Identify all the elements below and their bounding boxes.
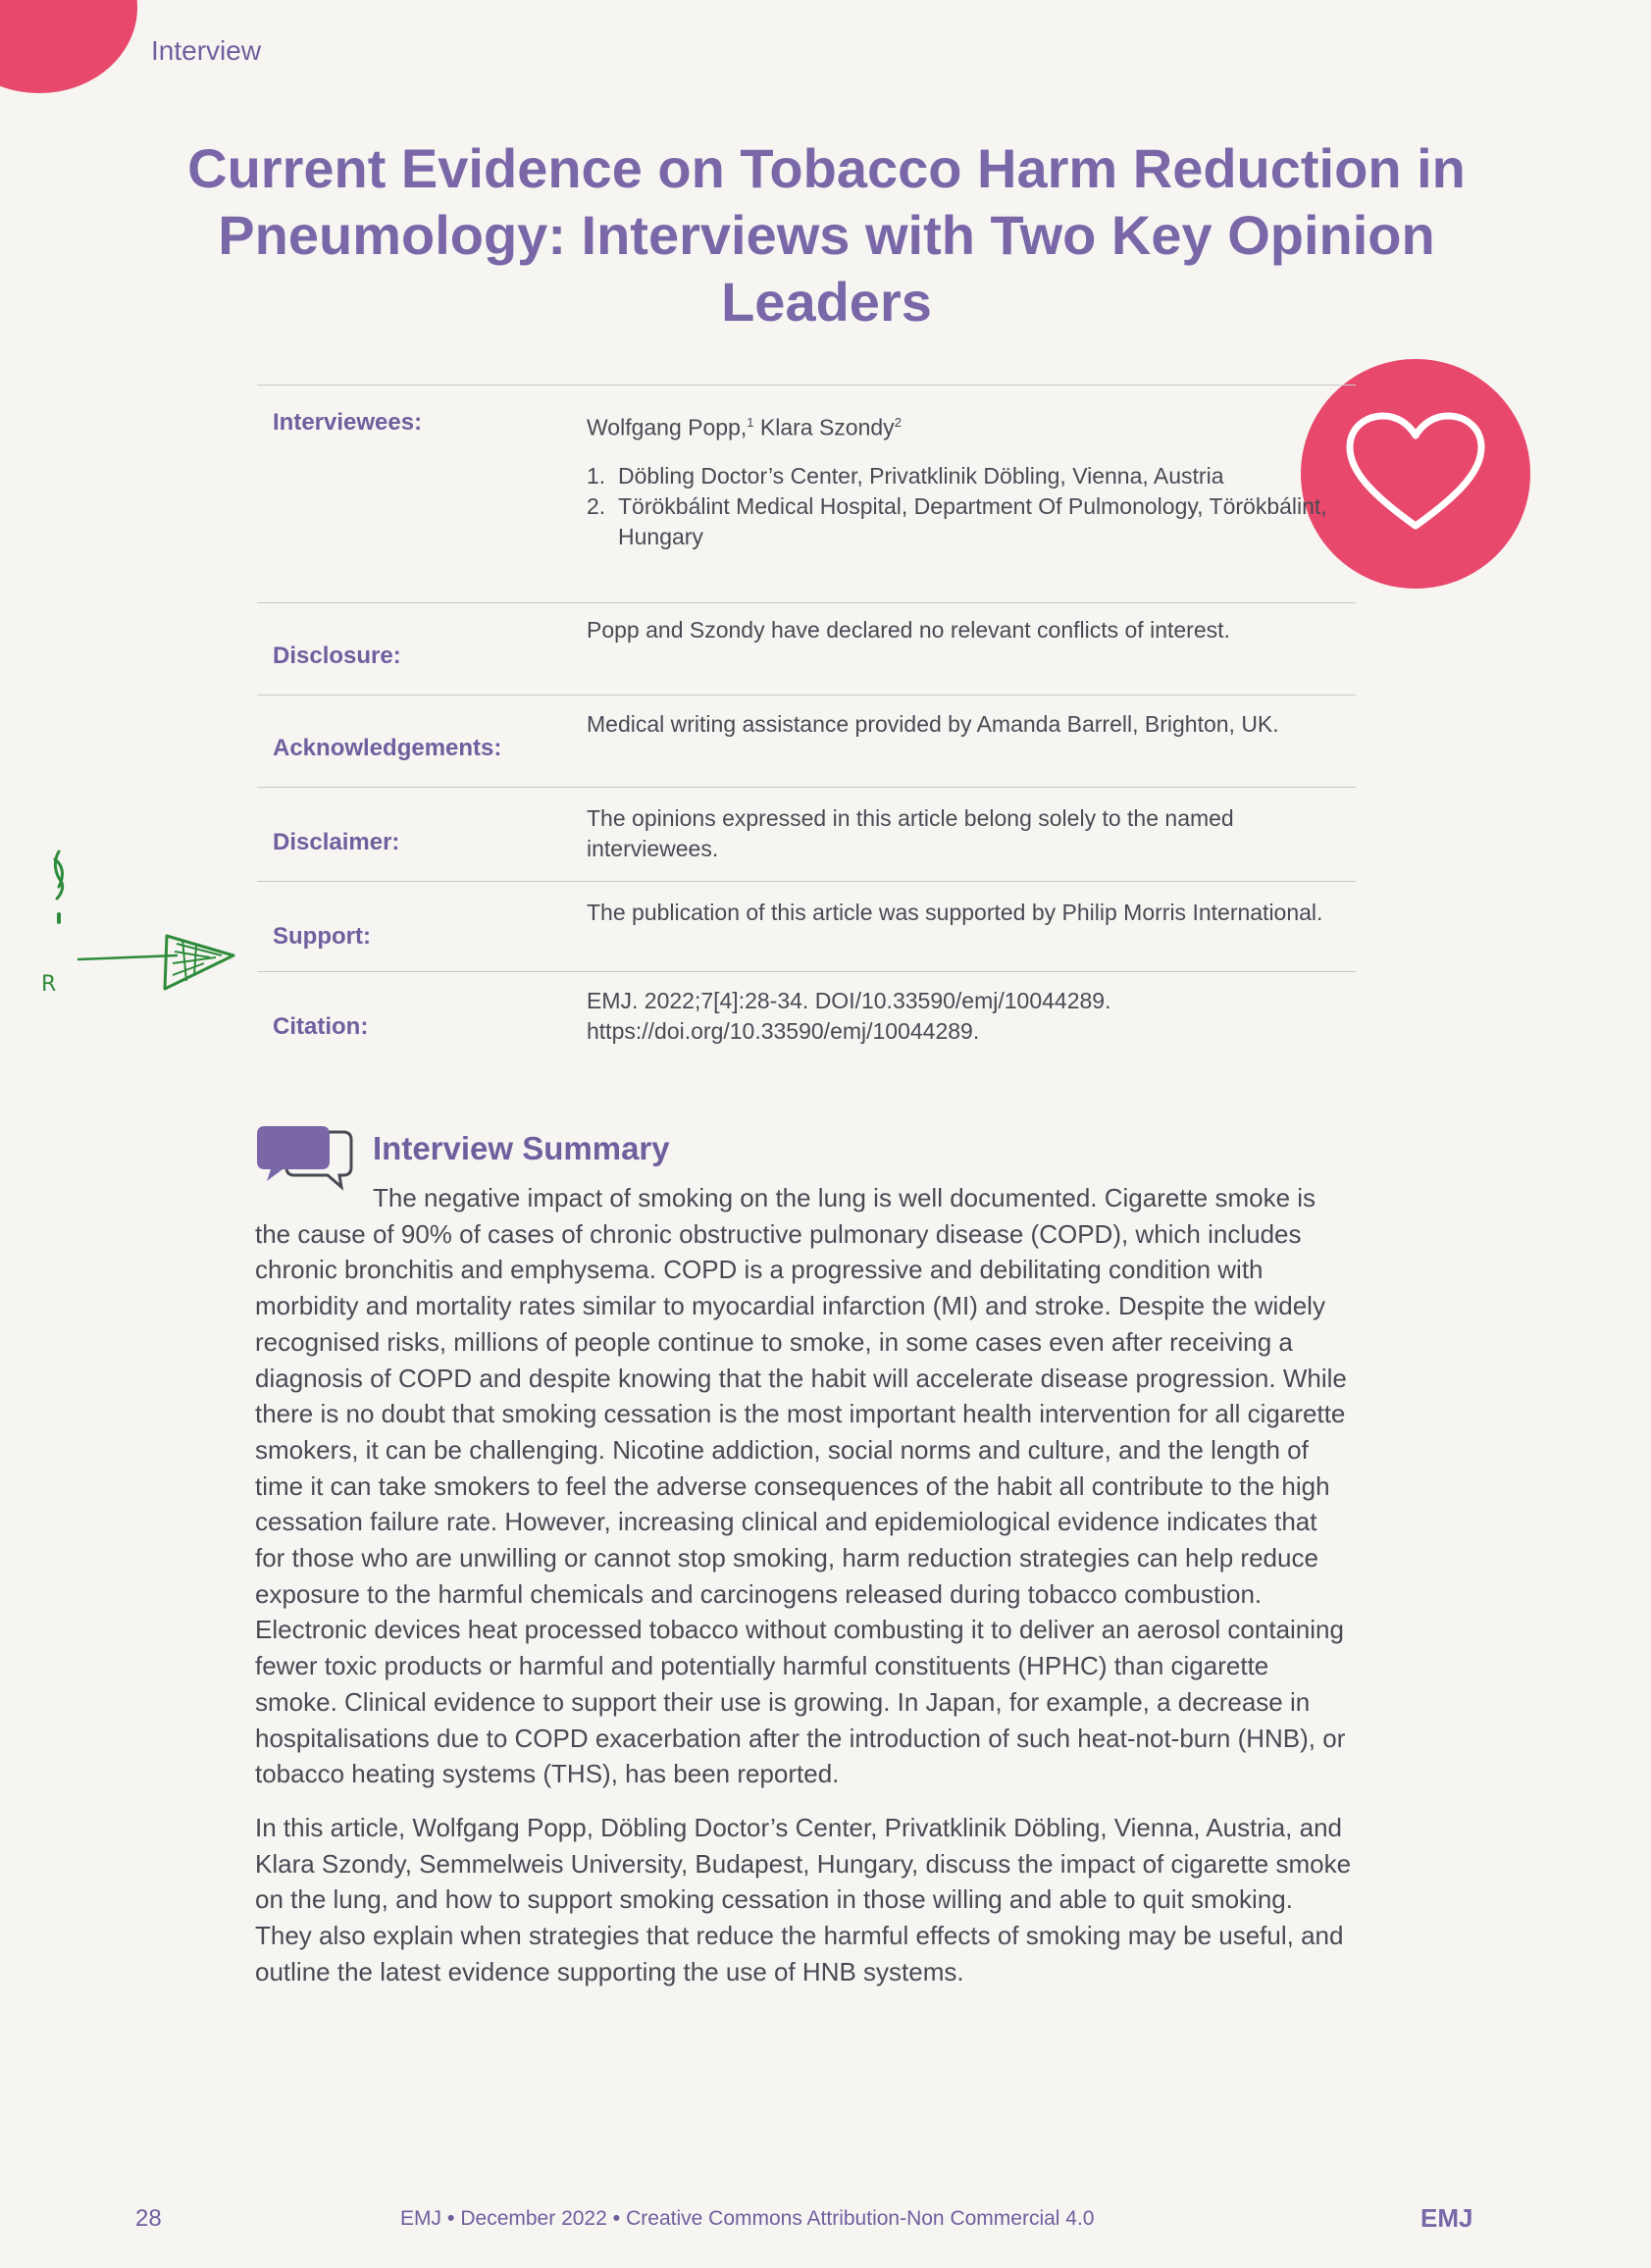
interviewees-label: Interviewees: bbox=[273, 409, 423, 436]
affiliation-number: 1. bbox=[587, 462, 606, 489]
corner-decoration bbox=[0, 0, 137, 93]
affiliation-item bbox=[587, 491, 1332, 552]
disclaimer-label: Disclaimer: bbox=[273, 829, 400, 855]
interviewees-value bbox=[587, 407, 1332, 552]
handwritten-arrow-mark bbox=[29, 842, 245, 999]
disclaimer-value: The opinions expressed in this article belong solely to the named interviewees. bbox=[587, 805, 1234, 861]
meta-row-disclosure bbox=[257, 602, 1356, 696]
affiliation-sup-1: 1 bbox=[747, 415, 754, 430]
section-label: Interview bbox=[151, 35, 262, 66]
article-title: Current Evidence on Tobacco Harm Reduction in Pneumology: Interviews with Two Key Opinion Leaders bbox=[187, 137, 1466, 333]
summary-paragraph-2: In this article, Wolfgang Popp, Döbling Doctor’s Center, Privatklinik Döbling, Vienna, Austria, and Klara Szondy, Semmelweis University, Budapest, Hungary, discuss the impact of cigarette smoke on the lung, and how to support smoking cessation in those willing and able to quit smoking. They also explain when strategies that reduce the harmful effects of smoking may be useful, and outline the latest evidence supporting the use of HNB systems. bbox=[255, 1812, 1352, 1986]
acknowledgements-value: Medical writing assistance provided by Amanda Barrell, Brighton, UK. bbox=[587, 711, 1279, 737]
footer-license: Creative Commons Attribution-Non Commercial 4.0 bbox=[626, 2207, 1095, 2230]
affiliation-text: Döbling Doctor’s Center, Privatklinik Döbling, Vienna, Austria bbox=[618, 462, 1224, 489]
summary-paragraph-1: The negative impact of smoking on the lung is well documented. Cigarette smoke is the cause of 90% of cases of chronic obstructive pulmonary disease (COPD), which includes chronic bronchitis and emphysema. COPD is a progressive and debilitating condition with morbidity and mortality rates similar to myocardial infarction (MI) and stroke. Despite the widely recognised risks, millions of people continue to smoke, in some cases even after receiving a diagnosis of COPD and despite knowing that the habit will accelerate disease progression. While there is no doubt that smoking cessation is the most important health intervention for all cigarette smokers, it can be challenging. Nicotine addiction, social norms and culture, and the length of time it can take smokers to feel the adverse consequences of the habit all contribute to the high cessation failure rate. However, increasing clinical and epidemiological evidence indicates that for those who are unwilling or cannot stop smoking, harm reduction strategies can help reduce exposure to the harmful chemicals and carcinogens released during tobacco combustion. Electronic devices heat processed tobacco without combusting it to deliver an aerosol containing fewer toxic products or harmful and potentially harmful constituents (HPHC) than cigarette smoke. Clinical evidence to support their use is growing. In Japan, for example, a decrease in hospitalisations due to COPD exacerbation after the introduction of such heat-not-burn (HNB), or tobacco heating systems (THS), has been reported. bbox=[255, 1183, 1347, 1789]
meta-row-citation bbox=[257, 971, 1356, 1066]
summary-body bbox=[255, 1180, 1354, 1989]
interviewee-names: Wolfgang Popp, bbox=[587, 414, 748, 440]
disclosure-value: Popp and Szondy have declared no relevant conflicts of interest. bbox=[587, 617, 1230, 643]
footer-info: EMJ • December 2022 • Creative Commons Attribution-Non Commercial 4.0 bbox=[400, 2207, 1095, 2230]
support-label: Support: bbox=[273, 923, 371, 950]
citation-value: EMJ. 2022;7[4]:28-34. DOI/10.33590/emj/10044289. https://doi.org/10.33590/emj/10044289. bbox=[587, 988, 1111, 1044]
affiliation-number: 2. bbox=[587, 492, 606, 519]
citation-label: Citation: bbox=[273, 1013, 369, 1040]
affiliation-text: Törökbálint Medical Hospital, Department Of Pulmonology, Törökbálint, Hungary bbox=[618, 492, 1327, 549]
meta-row-support bbox=[257, 881, 1356, 972]
support-value: The publication of this article was supported by Philip Morris International. bbox=[587, 900, 1323, 925]
meta-row-interviewees bbox=[257, 385, 1356, 603]
interviewee-names-2: Klara Szondy bbox=[753, 414, 895, 440]
meta-row-disclaimer bbox=[257, 787, 1356, 882]
affiliation-sup-2: 2 bbox=[894, 415, 902, 430]
footer-journal: EMJ bbox=[400, 2207, 441, 2230]
summary-heading: Interview Summary bbox=[373, 1130, 670, 1166]
footer-date: December 2022 bbox=[460, 2207, 607, 2230]
affiliation-item bbox=[587, 461, 1332, 491]
page-number: 28 bbox=[135, 2205, 162, 2232]
heart-icon bbox=[1342, 410, 1489, 538]
handwritten-letter: R bbox=[41, 972, 57, 997]
acknowledgements-label: Acknowledgements: bbox=[273, 735, 502, 761]
affiliation-list bbox=[587, 461, 1332, 552]
journal-logo: EMJ bbox=[1420, 2203, 1473, 2233]
meta-row-acknowledgements bbox=[257, 695, 1356, 788]
disclosure-label: Disclosure: bbox=[273, 643, 401, 669]
